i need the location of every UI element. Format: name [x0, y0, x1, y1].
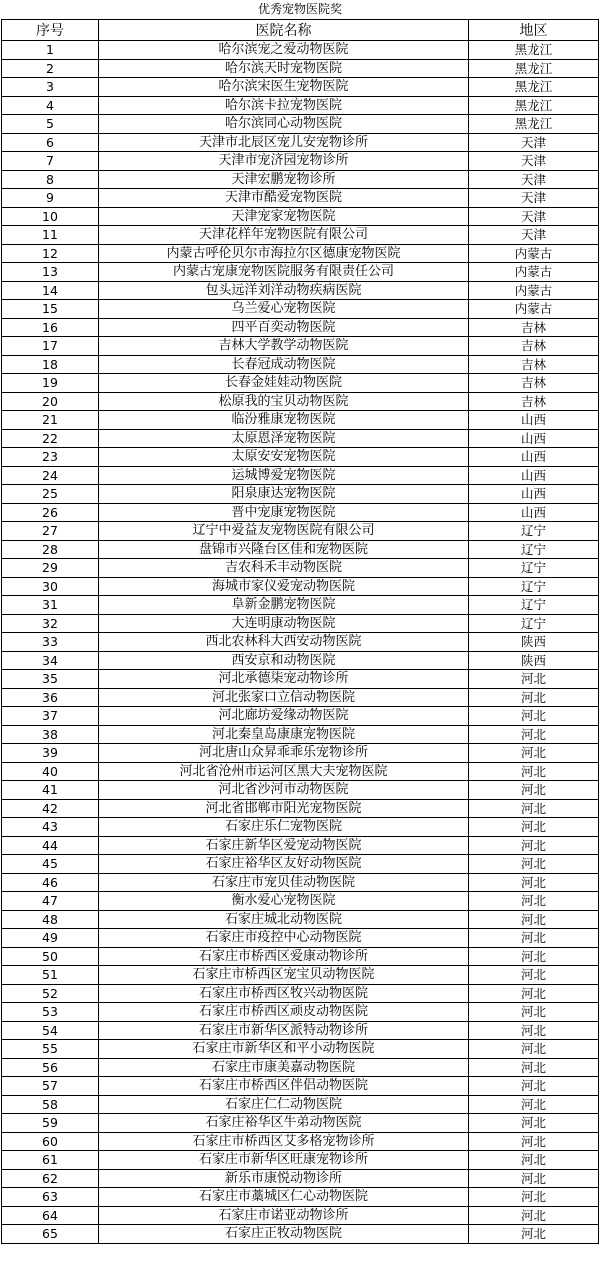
table-row — [2, 1114, 599, 1133]
table-row — [2, 1040, 599, 1059]
table-row — [2, 781, 599, 800]
row-region: 吉林 — [469, 318, 599, 337]
row-region: 河北 — [469, 1077, 599, 1096]
row-region: 河北 — [469, 836, 599, 855]
table-row — [2, 762, 599, 781]
row-region: 天津 — [469, 189, 599, 208]
row-hospital-name: 河北承德柒宠动物诊所 — [99, 670, 469, 689]
table-row — [2, 688, 599, 707]
row-index: 43 — [2, 818, 99, 837]
row-region: 河北 — [469, 1206, 599, 1225]
row-index: 39 — [2, 744, 99, 763]
row-index: 2 — [2, 59, 99, 78]
table-row — [2, 1225, 599, 1244]
row-region: 辽宁 — [469, 596, 599, 615]
row-region: 河北 — [469, 688, 599, 707]
row-index: 53 — [2, 1003, 99, 1022]
row-hospital-name: 新乐市康悦动物诊所 — [99, 1169, 469, 1188]
row-index: 17 — [2, 337, 99, 356]
row-hospital-name: 石家庄市桥西区艾多格宠物诊所 — [99, 1132, 469, 1151]
table-row — [2, 466, 599, 485]
row-index: 35 — [2, 670, 99, 689]
row-hospital-name: 石家庄市新华区旺康宠物诊所 — [99, 1151, 469, 1170]
table-row — [2, 1206, 599, 1225]
row-region: 黑龙江 — [469, 78, 599, 97]
table-row — [2, 1021, 599, 1040]
row-index: 18 — [2, 355, 99, 374]
row-index: 42 — [2, 799, 99, 818]
row-hospital-name: 石家庄新华区爱宠动物医院 — [99, 836, 469, 855]
table-row — [2, 503, 599, 522]
table-row — [2, 485, 599, 504]
row-region: 黑龙江 — [469, 41, 599, 60]
table-row — [2, 133, 599, 152]
row-index: 10 — [2, 207, 99, 226]
row-index: 32 — [2, 614, 99, 633]
row-index: 28 — [2, 540, 99, 559]
row-region: 河北 — [469, 1003, 599, 1022]
row-index: 63 — [2, 1188, 99, 1207]
row-index: 36 — [2, 688, 99, 707]
table-header-row — [2, 20, 599, 41]
table-row — [2, 725, 599, 744]
table-row — [2, 818, 599, 837]
row-index: 23 — [2, 448, 99, 467]
row-region: 辽宁 — [469, 522, 599, 541]
table-row — [2, 78, 599, 97]
row-hospital-name: 晋中宠康宠物医院 — [99, 503, 469, 522]
table-row — [2, 633, 599, 652]
row-hospital-name: 西安京和动物医院 — [99, 651, 469, 670]
row-region: 河北 — [469, 707, 599, 726]
row-index: 16 — [2, 318, 99, 337]
table-row — [2, 355, 599, 374]
row-index: 27 — [2, 522, 99, 541]
row-index: 61 — [2, 1151, 99, 1170]
row-region: 河北 — [469, 892, 599, 911]
row-index: 4 — [2, 96, 99, 115]
table-row — [2, 614, 599, 633]
row-index: 46 — [2, 873, 99, 892]
row-index: 33 — [2, 633, 99, 652]
row-index: 22 — [2, 429, 99, 448]
row-region: 河北 — [469, 762, 599, 781]
row-hospital-name: 石家庄市新华区派特动物诊所 — [99, 1021, 469, 1040]
row-region: 河北 — [469, 966, 599, 985]
row-region: 辽宁 — [469, 540, 599, 559]
table-row — [2, 170, 599, 189]
table-row — [2, 522, 599, 541]
row-region: 河北 — [469, 1040, 599, 1059]
row-region: 天津 — [469, 152, 599, 171]
row-region: 河北 — [469, 818, 599, 837]
row-index: 21 — [2, 411, 99, 430]
table-row — [2, 873, 599, 892]
row-index: 20 — [2, 392, 99, 411]
table-row — [2, 966, 599, 985]
table-row — [2, 707, 599, 726]
header-region: 地区 — [469, 20, 599, 41]
table-row — [2, 670, 599, 689]
table-row — [2, 929, 599, 948]
table-row — [2, 1132, 599, 1151]
row-region: 河北 — [469, 1151, 599, 1170]
row-region: 河北 — [469, 1188, 599, 1207]
row-region: 黑龙江 — [469, 115, 599, 134]
row-region: 河北 — [469, 1114, 599, 1133]
row-hospital-name: 河北省邯郸市阳光宠物医院 — [99, 799, 469, 818]
row-index: 58 — [2, 1095, 99, 1114]
row-hospital-name: 石家庄正牧动物医院 — [99, 1225, 469, 1244]
row-region: 山西 — [469, 466, 599, 485]
row-region: 河北 — [469, 873, 599, 892]
row-hospital-name: 四平百奕动物医院 — [99, 318, 469, 337]
row-hospital-name: 阳泉康达宠物医院 — [99, 485, 469, 504]
row-index: 44 — [2, 836, 99, 855]
table-row — [2, 559, 599, 578]
table-row — [2, 41, 599, 60]
table-row — [2, 115, 599, 134]
row-region: 天津 — [469, 133, 599, 152]
row-region: 河北 — [469, 929, 599, 948]
row-hospital-name: 太原安安宠物医院 — [99, 448, 469, 467]
table-row — [2, 392, 599, 411]
row-index: 50 — [2, 947, 99, 966]
table-row — [2, 651, 599, 670]
row-hospital-name: 吉农科禾丰动物医院 — [99, 559, 469, 578]
row-hospital-name: 石家庄市藁城区仁心动物医院 — [99, 1188, 469, 1207]
row-region: 吉林 — [469, 392, 599, 411]
row-index: 26 — [2, 503, 99, 522]
row-index: 5 — [2, 115, 99, 134]
row-hospital-name: 长春金娃娃动物医院 — [99, 374, 469, 393]
row-region: 黑龙江 — [469, 59, 599, 78]
row-index: 49 — [2, 929, 99, 948]
table-row — [2, 263, 599, 282]
table-row — [2, 984, 599, 1003]
row-region: 辽宁 — [469, 577, 599, 596]
row-hospital-name: 石家庄市桥西区伴侣动物医院 — [99, 1077, 469, 1096]
row-index: 8 — [2, 170, 99, 189]
row-hospital-name: 河北省沧州市运河区黑大夫宠物医院 — [99, 762, 469, 781]
row-region: 山西 — [469, 411, 599, 430]
table-row — [2, 1151, 599, 1170]
row-region: 天津 — [469, 207, 599, 226]
row-index: 9 — [2, 189, 99, 208]
row-index: 14 — [2, 281, 99, 300]
row-hospital-name: 石家庄市桥西区爱康动物诊所 — [99, 947, 469, 966]
row-index: 37 — [2, 707, 99, 726]
award-table — [1, 19, 599, 1244]
row-index: 62 — [2, 1169, 99, 1188]
row-region: 河北 — [469, 744, 599, 763]
row-region: 山西 — [469, 485, 599, 504]
row-index: 15 — [2, 300, 99, 319]
table-row — [2, 799, 599, 818]
row-index: 7 — [2, 152, 99, 171]
row-hospital-name: 内蒙古呼伦贝尔市海拉尔区德康宠物医院 — [99, 244, 469, 263]
header-index: 序号 — [2, 20, 99, 41]
row-index: 55 — [2, 1040, 99, 1059]
row-region: 河北 — [469, 1095, 599, 1114]
row-region: 山西 — [469, 448, 599, 467]
row-index: 30 — [2, 577, 99, 596]
table-row — [2, 226, 599, 245]
row-region: 河北 — [469, 1132, 599, 1151]
row-hospital-name: 西北农林科大西安动物医院 — [99, 633, 469, 652]
row-region: 吉林 — [469, 355, 599, 374]
row-region: 吉林 — [469, 374, 599, 393]
row-index: 48 — [2, 910, 99, 929]
row-hospital-name: 阜新金鹏宠物医院 — [99, 596, 469, 615]
row-hospital-name: 石家庄市诺亚动物诊所 — [99, 1206, 469, 1225]
row-hospital-name: 松原我的宝贝动物医院 — [99, 392, 469, 411]
row-hospital-name: 石家庄乐仁宠物医院 — [99, 818, 469, 837]
row-hospital-name: 石家庄市新华区和平小动物医院 — [99, 1040, 469, 1059]
row-hospital-name: 石家庄市桥西区顽皮动物医院 — [99, 1003, 469, 1022]
row-region: 辽宁 — [469, 559, 599, 578]
row-index: 40 — [2, 762, 99, 781]
table-row — [2, 374, 599, 393]
row-region: 河北 — [469, 984, 599, 1003]
row-index: 51 — [2, 966, 99, 985]
row-region: 河北 — [469, 1169, 599, 1188]
row-index: 64 — [2, 1206, 99, 1225]
row-hospital-name: 天津宏鹏宠物诊所 — [99, 170, 469, 189]
table-row — [2, 744, 599, 763]
table-row — [2, 540, 599, 559]
row-hospital-name: 哈尔滨天时宠物医院 — [99, 59, 469, 78]
row-region: 天津 — [469, 226, 599, 245]
row-hospital-name: 天津花样年宠物医院有限公司 — [99, 226, 469, 245]
row-hospital-name: 天津市酷爱宠物医院 — [99, 189, 469, 208]
row-region: 河北 — [469, 947, 599, 966]
row-hospital-name: 盘锦市兴隆台区佳和宠物医院 — [99, 540, 469, 559]
row-hospital-name: 哈尔滨宋医生宠物医院 — [99, 78, 469, 97]
row-hospital-name: 哈尔滨宠之爱动物医院 — [99, 41, 469, 60]
row-region: 内蒙古 — [469, 300, 599, 319]
row-hospital-name: 石家庄市桥西区宠宝贝动物医院 — [99, 966, 469, 985]
row-region: 吉林 — [469, 337, 599, 356]
row-hospital-name: 内蒙古宠康宠物医院服务有限责任公司 — [99, 263, 469, 282]
row-index: 52 — [2, 984, 99, 1003]
table-row — [2, 855, 599, 874]
table-row — [2, 1058, 599, 1077]
table-row — [2, 1003, 599, 1022]
row-region: 内蒙古 — [469, 244, 599, 263]
row-hospital-name: 石家庄市桥西区牧兴动物医院 — [99, 984, 469, 1003]
table-row — [2, 596, 599, 615]
table-row — [2, 1169, 599, 1188]
table-row — [2, 910, 599, 929]
table-row — [2, 281, 599, 300]
table-row — [2, 300, 599, 319]
row-index: 12 — [2, 244, 99, 263]
row-hospital-name: 运城博爱宠物医院 — [99, 466, 469, 485]
row-region: 河北 — [469, 910, 599, 929]
row-region: 河北 — [469, 781, 599, 800]
row-index: 65 — [2, 1225, 99, 1244]
row-region: 天津 — [469, 170, 599, 189]
row-index: 1 — [2, 41, 99, 60]
table-body — [2, 41, 599, 1244]
row-index: 3 — [2, 78, 99, 97]
row-hospital-name: 石家庄市康美嘉动物医院 — [99, 1058, 469, 1077]
row-region: 河北 — [469, 670, 599, 689]
page-title: 优秀宠物医院奖 — [257, 2, 342, 16]
row-hospital-name: 河北唐山众昇乖乖乐宠物诊所 — [99, 744, 469, 763]
row-hospital-name: 石家庄裕华区友好动物医院 — [99, 855, 469, 874]
row-hospital-name: 乌兰爱心宠物医院 — [99, 300, 469, 319]
row-region: 黑龙江 — [469, 96, 599, 115]
row-index: 60 — [2, 1132, 99, 1151]
row-hospital-name: 天津市北辰区宠儿安宠物诊所 — [99, 133, 469, 152]
header-hospital-name: 医院名称 — [99, 20, 469, 41]
row-hospital-name: 长春冠成动物医院 — [99, 355, 469, 374]
row-region: 山西 — [469, 429, 599, 448]
table-row — [2, 152, 599, 171]
table-row — [2, 189, 599, 208]
row-index: 47 — [2, 892, 99, 911]
table-row — [2, 429, 599, 448]
row-index: 19 — [2, 374, 99, 393]
row-hospital-name: 包头远洋刘洋动物疾病医院 — [99, 281, 469, 300]
row-index: 25 — [2, 485, 99, 504]
row-hospital-name: 河北廊坊爱缘动物医院 — [99, 707, 469, 726]
row-region: 内蒙古 — [469, 263, 599, 282]
row-index: 31 — [2, 596, 99, 615]
row-hospital-name: 石家庄仁仁动物医院 — [99, 1095, 469, 1114]
row-index: 29 — [2, 559, 99, 578]
row-hospital-name: 大连明康动物医院 — [99, 614, 469, 633]
row-hospital-name: 石家庄市疫控中心动物医院 — [99, 929, 469, 948]
row-index: 56 — [2, 1058, 99, 1077]
row-region: 陕西 — [469, 651, 599, 670]
row-hospital-name: 石家庄城北动物医院 — [99, 910, 469, 929]
row-region: 河北 — [469, 1058, 599, 1077]
row-region: 河北 — [469, 799, 599, 818]
table-row — [2, 318, 599, 337]
table-row — [2, 96, 599, 115]
table-row — [2, 892, 599, 911]
row-hospital-name: 衡水爱心宠物医院 — [99, 892, 469, 911]
row-hospital-name: 河北省沙河市动物医院 — [99, 781, 469, 800]
row-index: 57 — [2, 1077, 99, 1096]
table-row — [2, 577, 599, 596]
table-row — [2, 244, 599, 263]
row-hospital-name: 河北张家口立信动物医院 — [99, 688, 469, 707]
row-hospital-name: 石家庄市宠贝佳动物医院 — [99, 873, 469, 892]
row-region: 内蒙古 — [469, 281, 599, 300]
table-row — [2, 1188, 599, 1207]
table-row — [2, 947, 599, 966]
row-hospital-name: 吉林大学教学动物医院 — [99, 337, 469, 356]
row-index: 38 — [2, 725, 99, 744]
row-region: 辽宁 — [469, 614, 599, 633]
row-index: 54 — [2, 1021, 99, 1040]
row-hospital-name: 临汾雅康宠物医院 — [99, 411, 469, 430]
row-region: 陕西 — [469, 633, 599, 652]
table-row — [2, 411, 599, 430]
row-hospital-name: 石家庄裕华区牛弟动物医院 — [99, 1114, 469, 1133]
table-row — [2, 337, 599, 356]
row-index: 24 — [2, 466, 99, 485]
table-row — [2, 207, 599, 226]
table-row — [2, 836, 599, 855]
row-region: 河北 — [469, 855, 599, 874]
row-hospital-name: 哈尔滨卡拉宠物医院 — [99, 96, 469, 115]
row-index: 34 — [2, 651, 99, 670]
row-hospital-name: 哈尔滨同心动物医院 — [99, 115, 469, 134]
table-row — [2, 1077, 599, 1096]
row-region: 山西 — [469, 503, 599, 522]
row-region: 河北 — [469, 725, 599, 744]
row-index: 41 — [2, 781, 99, 800]
row-hospital-name: 辽宁中爱益友宠物医院有限公司 — [99, 522, 469, 541]
row-index: 6 — [2, 133, 99, 152]
row-index: 13 — [2, 263, 99, 282]
row-hospital-name: 河北秦皇岛康康宠物医院 — [99, 725, 469, 744]
row-index: 45 — [2, 855, 99, 874]
table-row — [2, 1095, 599, 1114]
row-region: 河北 — [469, 1225, 599, 1244]
row-index: 59 — [2, 1114, 99, 1133]
table-row — [2, 59, 599, 78]
row-index: 11 — [2, 226, 99, 245]
row-hospital-name: 太原恩泽宠物医院 — [99, 429, 469, 448]
row-hospital-name: 天津宠家宠物医院 — [99, 207, 469, 226]
row-hospital-name: 海城市家仪爱宠动物医院 — [99, 577, 469, 596]
row-hospital-name: 天津市宠济园宠物诊所 — [99, 152, 469, 171]
table-row — [2, 448, 599, 467]
row-region: 河北 — [469, 1021, 599, 1040]
